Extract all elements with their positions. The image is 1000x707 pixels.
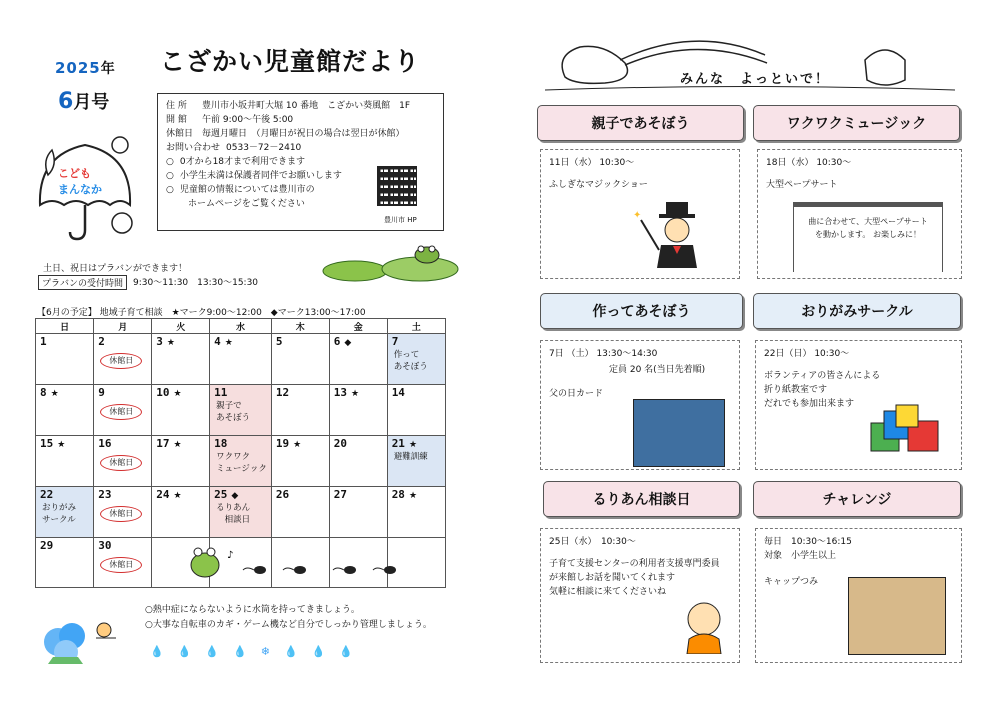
section-header-challenge: チャレンジ [753,481,961,517]
info-hours: 開 館 午前 9:00～午後 5:00 [166,115,294,125]
svg-text:♪: ♪ [227,550,234,561]
section-header-ruri: るりあん相談日 [543,481,740,517]
mascot-text-top: こども [58,167,91,180]
event-desc: 気軽に相談に来てくださいね [549,587,667,597]
event-date: 25日（水） 10:30～ [549,537,636,547]
day-number: 22 [40,488,54,501]
bottom-note: ○大事な自転車のカギ・ゲーム機など自分でしっかり管理しましょう。 [145,620,432,630]
event-desc: だれでも参加出来ます [764,399,855,409]
calendar-day [329,487,387,538]
magician-icon [631,200,721,270]
day-number: 20 [333,437,348,450]
event-date: 毎日 10:30～16:15 [764,537,852,547]
calendar-day [36,487,94,538]
calendar-event: 親子で あそぼう [216,401,251,423]
issue-month: 6月号 [58,89,110,114]
hydrangea-snail-icon [38,612,128,667]
calendar-day [387,334,445,385]
panel-oyako [540,149,740,279]
day-number: 17 [156,437,170,450]
calendar-event: 避難訓練 [393,452,428,462]
calendar-day [271,385,329,436]
panel-origami [755,340,962,470]
consult-mark: ★ [50,389,59,399]
page-title: こざかい児童館だより [160,47,421,76]
svg-text:✦: ✦ [633,210,642,221]
calendar-day [271,436,329,487]
closed-badge: 休館日 [100,353,142,369]
section-header-music: ワクワクミュージック [753,105,960,141]
event-desc: 子育て支援センターの利用者支援専門委員 [549,559,720,569]
calendar-week-row [36,334,446,385]
calendar-day [329,436,387,487]
day-number: 8 [40,386,47,399]
mascot-text-bottom: まんなか [58,183,102,196]
calendar-day [210,385,272,436]
closed-badge: 休館日 [100,455,142,471]
qr-caption: 豊川市 HP [384,216,417,224]
stage [793,202,943,272]
day-number: 11 [214,386,228,399]
calendar-week-row [36,487,446,538]
closed-badge: 休館日 [100,506,142,522]
rain-drops-icon: 💧💧💧💧❄💧💧💧 [150,645,368,658]
calendar-day [152,436,210,487]
consult-mark: ★ [408,491,418,501]
pravan-note: 土日、祝日はプラバンができます！ [43,264,188,274]
bottom-notes [145,603,432,633]
weekday: 土 [387,319,445,334]
stage-text: 曲に合わせて、大型ペープサート [808,217,928,226]
calendar-event: 作って あそぼう [393,350,428,372]
calendar-day [387,487,445,538]
day-number: 29 [40,539,54,552]
weekday: 木 [271,319,329,334]
day-number: 7 [391,335,399,348]
weekday: 金 [329,319,387,334]
day-number: 14 [391,386,405,399]
info-box [157,93,444,231]
weekday: 水 [210,319,272,334]
day-number: 19 [275,437,290,450]
section-header-tsukutte: 作ってあそぼう [540,293,743,329]
event-desc: 父の日カード [549,389,604,399]
calendar-day [94,538,152,588]
calendar-week-row [36,385,446,436]
event-desc: 大型ペープサート [766,180,838,190]
event-date: 7日 （土） 13:30～14:30 [549,349,658,359]
calendar-day [271,487,329,538]
panel-tsukutte [540,340,740,470]
calendar-day [210,334,272,385]
info-bullet: ○ 0才から18才まで利用できます [166,155,435,169]
weekday: 火 [152,319,210,334]
consult-mark: ★ [173,440,182,450]
event-desc: キャップつみ [764,577,819,587]
section-header-oyako: 親子であそぼう [537,105,744,141]
event-desc: 折り紙教室です [764,385,828,395]
calendar-day [152,385,210,436]
day-number: 6 [333,335,341,348]
event-target: 対象 小学生以上 [764,551,837,561]
info-contact: お問い合わせ 0533－72－2410 [166,143,302,153]
calendar-day [210,436,272,487]
panel-ruri [540,528,740,663]
calendar-event: るりあん 相談日 [216,503,251,525]
calendar-day [210,487,272,538]
day-number: 5 [275,335,283,348]
calendar-day [152,334,210,385]
day-number: 13 [333,386,348,399]
event-desc: ふしぎなマジックショー [549,180,648,190]
day-number: 4 [214,335,221,348]
issue-year: 2025年 [55,59,116,77]
frog-tadpoles-icon [185,540,425,585]
calendar-day [329,334,387,385]
fathers-day-card-icon [633,399,725,467]
calendar-day [152,487,210,538]
calendar-event: ワクワク ミュージック [216,452,267,474]
day-number: 21 [391,437,405,450]
day-number: 27 [333,488,348,501]
calendar-day [329,385,387,436]
info-closed: 休館日 毎週月曜日 （月曜日が祝日の場合は翌日が休館） [166,129,405,139]
consult-mark: ★ [166,338,175,348]
calendar-day [36,436,94,487]
day-number: 10 [156,386,170,399]
calendar-week-row [36,436,446,487]
origami-paper-icon [866,403,946,458]
info-bullet: ○ 小学生未満は保護者同伴でお願いします [166,169,435,183]
consult-mark: ★ [173,389,182,399]
consult-mark: ◆ [344,338,352,348]
weekday: 日 [36,319,94,334]
day-number: 24 [156,488,170,501]
day-number: 23 [98,488,112,501]
calendar-day [271,334,329,385]
qr-code[interactable] [377,166,417,206]
consult-mark: ★ [224,338,233,348]
info-address: 住 所 豊川市小坂井町大堀 10 番地 こざかい葵風館 1F [166,101,411,111]
day-number: 16 [98,437,112,450]
calendar-day [94,487,152,538]
baby-icon [679,599,729,654]
info-bullet-cont: ホームページをご覧ください [188,199,305,209]
day-number: 12 [275,386,290,399]
stage-text: を動かします。 お楽しみに！ [815,230,921,239]
info-bullet: ○ 児童館の情報については豊川市の [166,183,435,197]
pravan-hours: プラバンの受付時間 9:30～11:30 13:30～15:30 [38,275,258,290]
consult-mark: ◆ [231,491,239,501]
calendar-day [94,385,152,436]
event-desc: ボランティアの皆さんによる [764,371,881,381]
day-number: 26 [275,488,290,501]
day-number: 28 [391,488,405,501]
weekday: 月 [94,319,152,334]
calendar-day [387,385,445,436]
section-header-origami: おりがみサークル [753,293,961,329]
calendar-day [387,436,445,487]
event-capacity: 定員 20 名(当日先着順) [609,365,706,375]
day-number: 2 [98,335,105,348]
calendar-day [36,334,94,385]
panel-music [757,149,962,279]
day-number: 25 [214,488,228,501]
closed-badge: 休館日 [100,404,142,420]
day-number: 30 [98,539,112,552]
consult-mark: ★ [293,440,302,450]
event-date: 22日（日） 10:30～ [764,349,850,359]
calendar-day [94,334,152,385]
consult-mark: ★ [173,491,182,501]
calendar-day [94,436,152,487]
banner-text: みんな よっといで！ [680,72,831,87]
panel-challenge [755,528,962,663]
schedule-heading: 【6月の予定】 地域子育て相談 ★マーク9:00～12:00 ◆マーク13:00～17:00 [37,308,366,318]
umbrella-mascot-icon [30,135,140,245]
consult-mark: ★ [408,440,418,450]
calendar-day [36,385,94,436]
calendar-event: おりがみ サークル [42,503,77,525]
calendar-weekday-row [36,319,446,334]
frog-lilypad-icon [315,245,465,285]
day-number: 1 [40,335,47,348]
cap-stacking-icon [848,577,946,655]
day-number: 18 [214,437,228,450]
day-number: 3 [156,335,163,348]
day-number: 15 [40,437,54,450]
event-date: 11日（水） 10:30～ [549,158,635,168]
consult-mark: ★ [57,440,66,450]
bottom-note: ○熱中症にならないように水筒を持ってきましょう。 [145,605,360,615]
consult-mark: ★ [351,389,360,399]
event-desc: が来館しお話を聞いてくれます [549,573,676,583]
calendar-day [36,538,94,588]
closed-badge: 休館日 [100,557,142,573]
event-date: 18日（水） 10:30～ [766,158,852,168]
day-number: 9 [98,386,105,399]
